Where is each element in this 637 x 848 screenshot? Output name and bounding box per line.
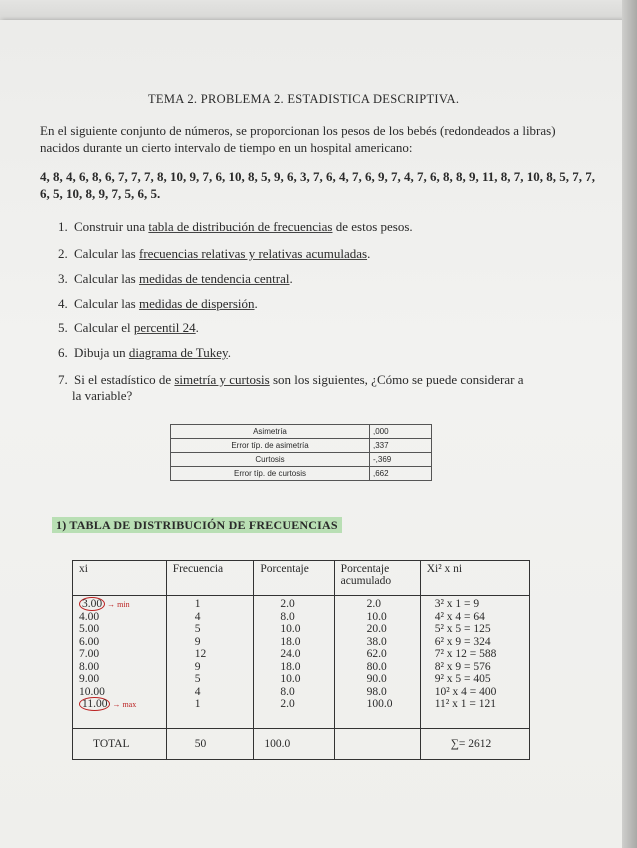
frecuencia-value: 5 <box>194 673 201 685</box>
porcentaje-acumulado-value: 20.0 <box>366 623 387 635</box>
circled-value: 3.00 <box>79 597 105 611</box>
header-frecuencia: Frecuencia <box>166 561 254 596</box>
frequency-table <box>72 560 530 760</box>
header-porcentaje: Porcentaje <box>254 561 334 596</box>
xi2-ni-value: 9² x 5 = 405 <box>434 673 491 685</box>
task-underlined-text: tabla de distribución de frecuencias <box>148 219 333 234</box>
porcentaje-value: 10.0 <box>280 673 301 685</box>
task-text: Si el estadístico de <box>74 372 175 387</box>
frecuencia-value: 4 <box>194 685 201 698</box>
stats-row <box>171 425 432 439</box>
porcentaje-acumulado-value: 98.0 <box>366 685 387 698</box>
frecuencia-value: 9 <box>194 660 201 673</box>
xi2-ni-column <box>420 596 529 729</box>
xi-value: 8.00 <box>79 660 100 673</box>
task-text: Calcular las <box>74 271 139 286</box>
task-item <box>58 345 231 361</box>
section-heading <box>52 518 342 533</box>
frecuencia-value: 9 <box>194 635 201 648</box>
data-numbers: 4, 8, 4, 6, 8, 6, 7, 7, 7, 8, 10, 9, 7, 6, 10, 8, 5, 9, 6, 3, 7, 6, 4, 7, 6, 9, 7, 4, 7, 6, 8, 8, 9, 11, 8, 7, 10, 8, 5, 7, 7, 6, 5, 10, 8, 9, 7, 5, 6, 5. <box>40 169 596 201</box>
task-text-end: . <box>195 320 199 335</box>
table-total-row <box>73 729 530 760</box>
porcentaje-column <box>254 596 334 729</box>
task-text-end: . <box>227 345 231 360</box>
task-text: Calcular las <box>74 296 139 311</box>
xi2-ni-value: 10² x 4 = 400 <box>434 685 497 698</box>
xi-value: 10.00 <box>79 685 105 698</box>
task-underlined-text: medidas de tendencia central <box>138 271 290 286</box>
xi-value: 5.00 <box>79 623 100 635</box>
task-number: 7. <box>58 372 68 387</box>
porcentaje-value: 18.0 <box>280 635 301 648</box>
xi2-ni-value: 8² x 9 = 576 <box>434 660 491 673</box>
frecuencia-value: 1 <box>194 698 201 710</box>
handwritten-note: → <box>105 600 118 609</box>
task-text-end: . <box>289 271 293 286</box>
task-number: 1. <box>58 219 68 234</box>
page-title: TEMA 2. PROBLEMA 2. ESTADISTICA DESCRIPTIVA. <box>148 92 460 106</box>
stats-label: Curtosis <box>171 453 370 467</box>
task-underlined-text: simetría y curtosis <box>174 372 270 387</box>
header-porcentaje-acumulado: Porcentaje acumulado <box>334 561 420 596</box>
frecuencia-column <box>166 596 254 729</box>
stats-label: Error típ. de curtosis <box>171 467 370 481</box>
porcentaje-acumulado-value: 80.0 <box>366 660 387 673</box>
xi2-ni-value: 3² x 1 = 9 <box>434 598 480 610</box>
stats-table <box>170 424 432 481</box>
porcentaje-acumulado-value: 100.0 <box>366 698 393 710</box>
stats-label: Error típ. de asimetría <box>171 439 370 453</box>
task-number: 2. <box>58 246 68 261</box>
xi-value <box>79 598 160 611</box>
header-xi: xi <box>73 561 167 596</box>
porcentaje-acumulado-value: 10.0 <box>366 610 387 623</box>
handwritten-note-text: max <box>122 700 137 709</box>
frecuencia-value: 5 <box>194 623 201 635</box>
frecuencia-value: 1 <box>194 598 201 610</box>
porcentaje-value: 24.0 <box>280 648 301 660</box>
task-text: Dibuja un <box>74 345 129 360</box>
task-item <box>58 271 293 287</box>
task-text-end: de estos pesos. <box>332 219 413 234</box>
task-text: Construir una <box>74 219 149 234</box>
task-item <box>58 246 370 262</box>
task-item <box>58 372 524 388</box>
table-data-row <box>73 596 530 729</box>
total-label: TOTAL <box>73 729 167 760</box>
porcentaje-value: 18.0 <box>280 660 301 673</box>
task-7-continuation: la variable? <box>72 388 133 403</box>
xi-value <box>79 698 160 711</box>
porcentaje-acumulado-value: 38.0 <box>366 635 387 648</box>
task-underlined-text: diagrama de Tukey <box>128 345 228 360</box>
task-number: 3. <box>58 271 68 286</box>
total-empty-cell <box>334 729 420 760</box>
xi2-ni-value: 6² x 9 = 324 <box>434 635 491 648</box>
frecuencia-value: 12 <box>194 648 207 660</box>
porcentaje-acumulado-value: 2.0 <box>366 598 382 610</box>
xi-column <box>73 596 167 729</box>
task-underlined-text: medidas de dispersión <box>138 296 255 311</box>
xi-value: 6.00 <box>79 635 100 648</box>
task-number: 5. <box>58 320 68 335</box>
porcentaje-value: 8.0 <box>280 610 295 623</box>
task-text-end: son los siguientes, ¿Cómo se puede considerar a <box>269 372 524 387</box>
handwritten-note-text: min <box>117 600 130 609</box>
porcentaje-acumulado-value: 62.0 <box>366 648 387 660</box>
task-number: 6. <box>58 345 68 360</box>
frecuencia-value: 4 <box>194 610 201 623</box>
task-number: 4. <box>58 296 68 311</box>
xi-value: 9.00 <box>79 673 100 685</box>
stats-row <box>171 467 432 481</box>
stats-label: Asimetría <box>171 425 370 439</box>
total-xi2-ni: ∑= 2612 <box>420 729 529 760</box>
porcentaje-value: 2.0 <box>280 698 295 710</box>
xi2-ni-value: 7² x 12 = 588 <box>434 648 497 660</box>
stats-value: -,369 <box>370 453 432 467</box>
page-edge <box>622 0 637 848</box>
section-heading-text: 1) TABLA DE DISTRIBUCIÓN DE FRECUENCIAS <box>52 517 342 533</box>
total-frecuencia: 50 <box>166 729 254 760</box>
xi2-ni-value: 5² x 5 = 125 <box>434 623 491 635</box>
porcentaje-value: 8.0 <box>280 685 295 698</box>
task-text: Calcular el <box>74 320 134 335</box>
porcentaje-value: 10.0 <box>280 623 301 635</box>
task-item <box>58 296 258 312</box>
stats-row <box>171 439 432 453</box>
xi-value: 4.00 <box>79 610 100 623</box>
task-text-end: . <box>367 246 371 261</box>
table-header-row <box>73 561 530 596</box>
xi2-ni-value: 4² x 4 = 64 <box>434 610 485 623</box>
stats-row <box>171 453 432 467</box>
stats-value: ,662 <box>370 467 432 481</box>
porcentaje-acumulado-value: 90.0 <box>366 673 387 685</box>
circled-value: 11.00 <box>79 697 110 711</box>
porcentaje-acumulado-column <box>334 596 420 729</box>
task-text: Calcular las <box>74 246 139 261</box>
xi-value: 7.00 <box>79 648 100 660</box>
header-xi2-ni: Xi² x ni <box>420 561 529 596</box>
task-underlined-text: percentil 24 <box>133 320 196 335</box>
intro-paragraph: En el siguiente conjunto de números, se proporcionan los pesos de los bebés (redondeados a libras) nacidos durante un cierto intervalo de tiempo en un hospital americano: <box>40 123 556 155</box>
stats-value: ,000 <box>370 425 432 439</box>
task-underlined-text: frecuencias relativas y relativas acumuladas <box>138 246 368 261</box>
task-item <box>58 320 199 336</box>
porcentaje-value: 2.0 <box>280 598 295 610</box>
total-porcentaje: 100.0 <box>254 729 334 760</box>
xi2-ni-value: 11² x 1 = 121 <box>434 698 496 710</box>
stats-value: ,337 <box>370 439 432 453</box>
task-text-end: . <box>254 296 258 311</box>
handwritten-note: → <box>110 700 123 709</box>
task-item <box>58 219 413 235</box>
